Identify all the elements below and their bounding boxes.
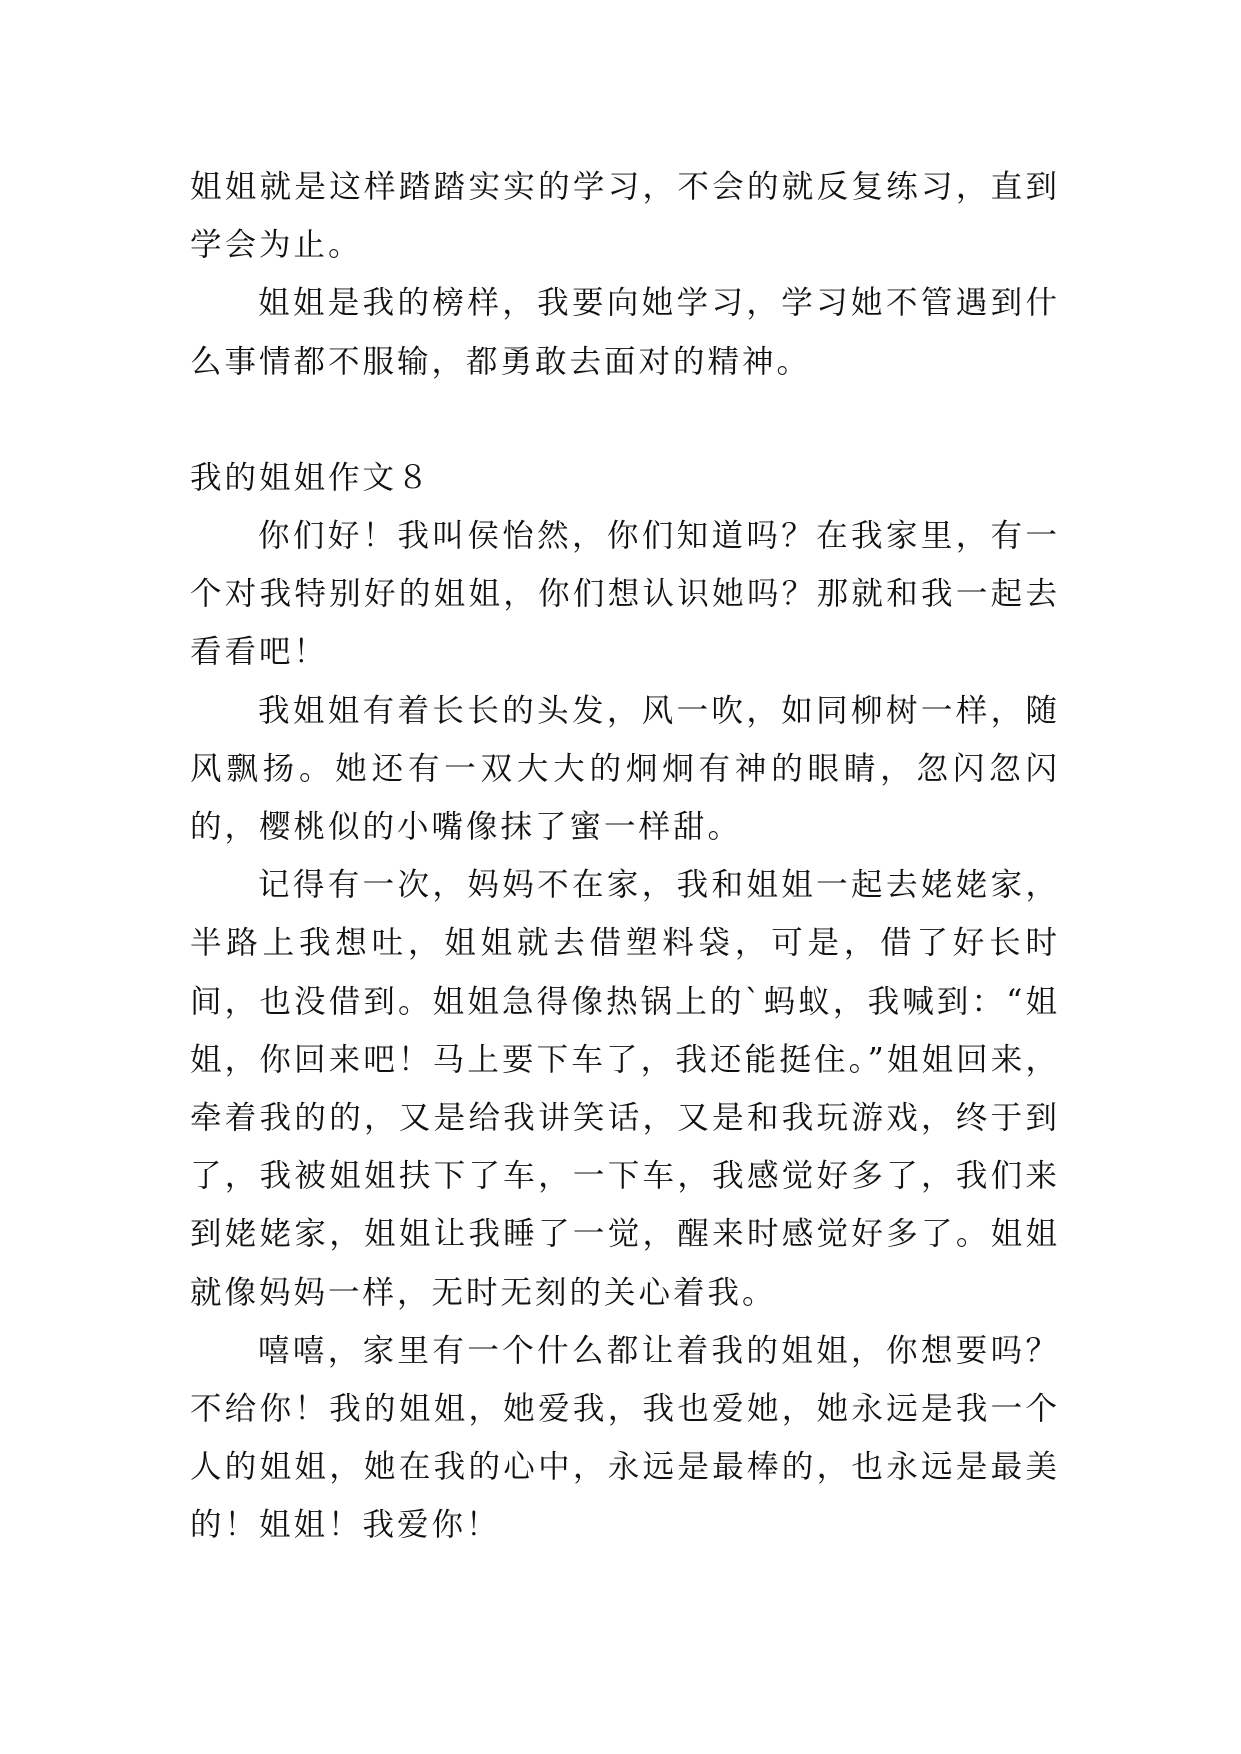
- paragraph: 姐姐是我的榜样，我要向她学习，学习她不管遇到什么事情都不服输，都勇敢去面对的精神。: [190, 285, 1060, 380]
- section-heading: 我的姐姐作文８: [190, 459, 432, 496]
- paragraph: 嘻嘻，家里有一个什么都让着我的姐姐，你想要吗？不给你！我的姐姐，她爱我，我也爱她，她永远是我一个人的姐姐，她在我的心中，永远是最棒的，也永远是最美的！姐姐！我爱你！: [190, 1332, 1060, 1544]
- paragraph: 我姐姐有着长长的头发，风一吹，如同柳树一样，随风飘扬。她还有一双大大的炯炯有神的眼睛，忽闪忽闪的，樱桃似的小嘴像抹了蜜一样甜。: [190, 692, 1060, 846]
- paragraph: 姐姐就是这样踏踏实实的学习，不会的就反复练习，直到学会为止。: [190, 169, 1060, 264]
- paragraph: 记得有一次，妈妈不在家，我和姐姐一起去姥姥家，半路上我想吐，姐姐就去借塑料袋，可是，借了好长时间，也没借到。姐姐急得像热锅上的`蚂蚁，我喊到：“姐姐，你回来吧！马上要下车了，我还能挺住。”姐姐回来，牵着我的的，又是给我讲笑话，又是和我玩游戏，终于到了，我被姐姐扶下了车，一下车，我感觉好多了，我们来到姥姥家，姐姐让我睡了一觉，醒来时感觉好多了。姐姐就像妈妈一样，无时无刻的关心着我。: [190, 867, 1060, 1311]
- paragraph: 你们好！我叫侯怡然，你们知道吗？在我家里，有一个对我特别好的姐姐，你们想认识她吗？那就和我一起去看看吧！: [190, 518, 1060, 671]
- document-body: [190, 158, 1060, 1555]
